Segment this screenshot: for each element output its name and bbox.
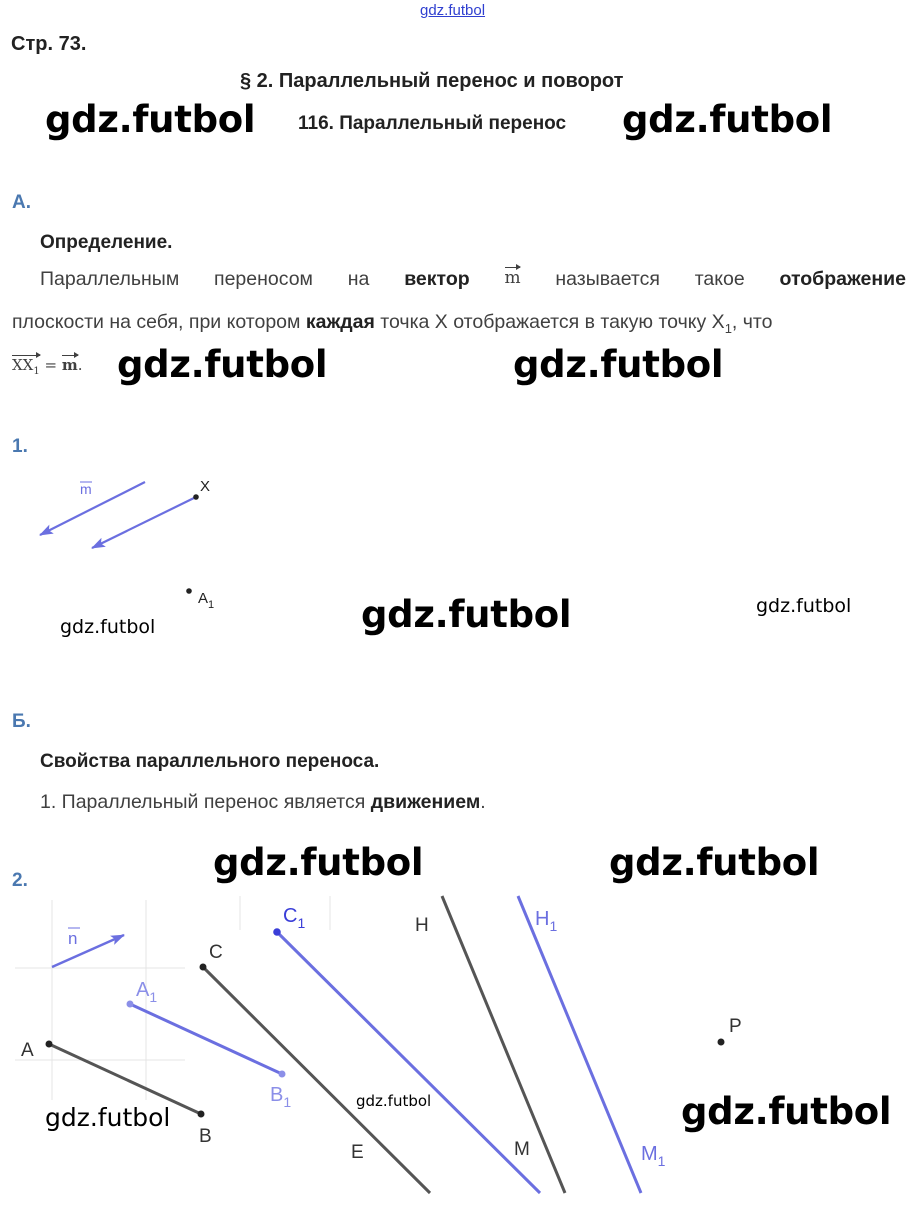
figure-2-number: 2. — [12, 870, 28, 891]
label-a1: $A_1$ — [136, 979, 158, 1005]
vector-xx1: $XX_1$ — [12, 356, 40, 377]
point-a — [46, 1041, 53, 1048]
point-b — [198, 1111, 205, 1118]
point-x-label: X — [200, 478, 211, 495]
label-a: A — [21, 1040, 34, 1061]
label-c: C — [209, 942, 223, 963]
subscript: 1 — [724, 320, 732, 336]
point-b1 — [279, 1071, 286, 1078]
label-c1: $C_1$ — [283, 905, 306, 931]
watermark: gdz.futbol — [213, 841, 424, 884]
watermark: gdz.futbol — [356, 1092, 432, 1110]
label-h: H — [415, 915, 429, 936]
point-c — [200, 964, 207, 971]
word-bold: движением — [370, 791, 481, 813]
segment-a1b1 — [130, 1004, 282, 1074]
watermark-top[interactable]: gdz.futbol — [420, 2, 486, 19]
word-bold: вектор — [404, 268, 470, 290]
point-c1 — [273, 928, 281, 936]
part-b-letter: Б. — [12, 711, 31, 732]
label-m1: $M_1$ — [641, 1143, 666, 1169]
vector-m-bold: m — [61, 356, 78, 374]
definition-heading: Определение. — [40, 232, 173, 253]
label-h1: $H_1$ — [535, 908, 558, 934]
vector-m-label: m — [80, 481, 92, 497]
point-a1-label: $A_1$ — [198, 590, 215, 611]
subsection-title: 116. Параллельный перенос — [298, 113, 567, 134]
label-e: E — [351, 1142, 364, 1163]
label-m: M — [514, 1139, 530, 1160]
properties-heading: Свойства параллельного переноса. — [40, 751, 380, 772]
text: , что — [731, 311, 773, 333]
watermark: gdz.futbol — [609, 841, 820, 884]
definition-formula: $XX_1 = m$. — [12, 356, 83, 377]
ray-ce — [203, 967, 430, 1193]
watermark: gdz.futbol — [361, 593, 572, 636]
word-bold: отображение — [779, 268, 906, 290]
watermark: gdz.futbol — [513, 343, 724, 386]
label-b: B — [199, 1126, 212, 1147]
page-number: Стр. 73. — [11, 33, 87, 55]
watermark: gdz.futbol — [117, 343, 328, 386]
figure-1-number: 1. — [12, 436, 28, 457]
word: Параллельным — [40, 268, 180, 290]
word: такое — [694, 268, 745, 290]
vector-n-arrow — [52, 935, 124, 967]
watermark: gdz.futbol — [45, 98, 256, 141]
ray-c1 — [277, 932, 540, 1193]
vector-m: m — [504, 268, 520, 291]
section-title: § 2. Параллельный перенос и поворот — [240, 70, 624, 92]
watermark: gdz.futbol — [60, 616, 156, 638]
label-b1: $B_1$ — [270, 1084, 292, 1110]
point-a1 — [127, 1001, 134, 1008]
watermark: gdz.futbol — [45, 1103, 171, 1132]
watermark: gdz.futbol — [681, 1090, 892, 1133]
word: переносом — [214, 268, 313, 290]
label-p: P — [729, 1016, 742, 1037]
line-h1m1 — [518, 896, 641, 1193]
part-a-letter: А. — [12, 192, 31, 213]
word: называется — [555, 268, 660, 290]
word: на — [347, 268, 370, 290]
watermark: gdz.futbol — [622, 98, 833, 141]
word-bold: каждая — [305, 311, 375, 333]
segment-ab — [49, 1044, 201, 1114]
point-p — [718, 1039, 725, 1046]
watermark: gdz.futbol — [756, 595, 852, 617]
text: точка X отображается в такую точку X — [374, 311, 725, 333]
text: плоскости на себя, при котором — [12, 311, 306, 333]
vector-n-label: n — [68, 929, 78, 948]
line-hm — [442, 896, 565, 1193]
property-1: 1. Параллельный перенос является движением. — [40, 791, 486, 813]
